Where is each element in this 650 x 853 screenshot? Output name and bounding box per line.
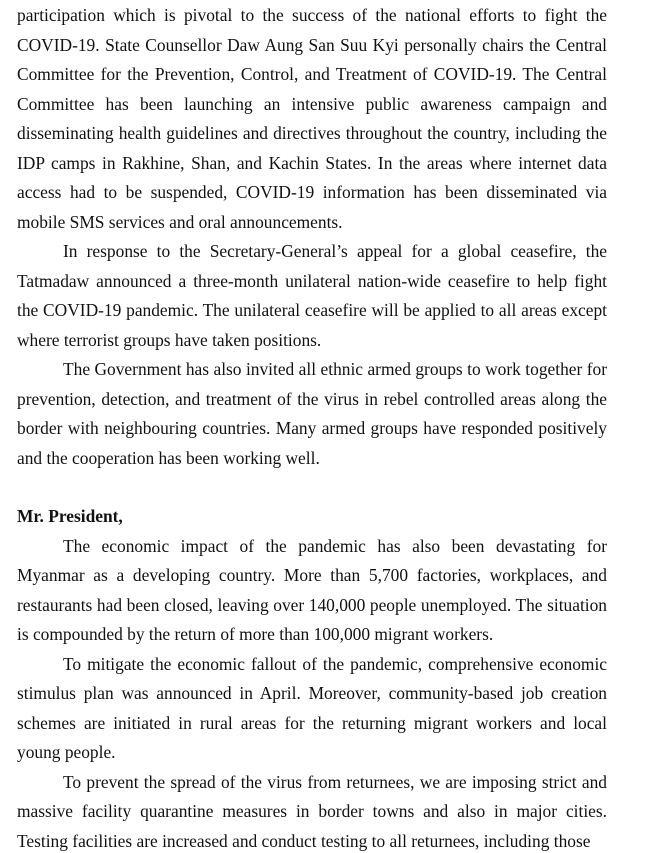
paragraph-covid-committee: participation which is pivotal to the success of the national efforts to fight the COVID-19. State Counsellor Daw Aung San Suu Kyi personally chairs the Central Committee for the Prevention, Control, and Treatment of COVID-19. The Central Committee has been launching an intensive public awareness campaign and disseminating health guidelines and directives throughout the country, including the IDP camps in Rakhine, Shan, and Kachin States. In the areas where internet data access had to be suspended, COVID-19 information has been disseminated via mobile SMS services and oral announcements.: [17, 5, 607, 232]
salutation-heading: Mr. President,: [17, 506, 123, 526]
paragraph-quarantine-measures: To prevent the spread of the virus from returnees, we are imposing strict and massive facility quarantine measures in border towns and also in major cities. Testing facilities are increased and conduct testing to all returnees, including those: [17, 771, 607, 851]
paragraph-economic-impact: The economic impact of the pandemic has also been devastating for Myanmar as a developing country. More than 5,700 factories, workplaces, and restaurants had been closed, leaving over 140,000 people unemployed. The situation is compounded by the return of more than 100,000 migrant workers.: [17, 535, 607, 644]
paragraph-ceasefire: In response to the Secretary-General’s appeal for a global ceasefire, the Tatmadaw announced a three-month unilateral nation-wide ceasefire to help fight the COVID-19 pandemic. The unilateral ceasefire will be applied to all areas except where terrorist groups have taken positions.: [17, 241, 607, 350]
paragraph-stimulus-plan: To mitigate the economic fallout of the pandemic, comprehensive economic stimulus plan was announced in April. Moreover, community-based job creation schemes are initiated in rural areas for the returning migrant workers and local young people.: [17, 653, 607, 762]
document-body: [17, 1, 607, 853]
paragraph-ethnic-armed-groups: The Government has also invited all ethnic armed groups to work together for prevention, detection, and treatment of the virus in rebel controlled areas along the border with neighbouring countries. Many armed groups have responded positively and the cooperation has been working well.: [17, 359, 607, 468]
